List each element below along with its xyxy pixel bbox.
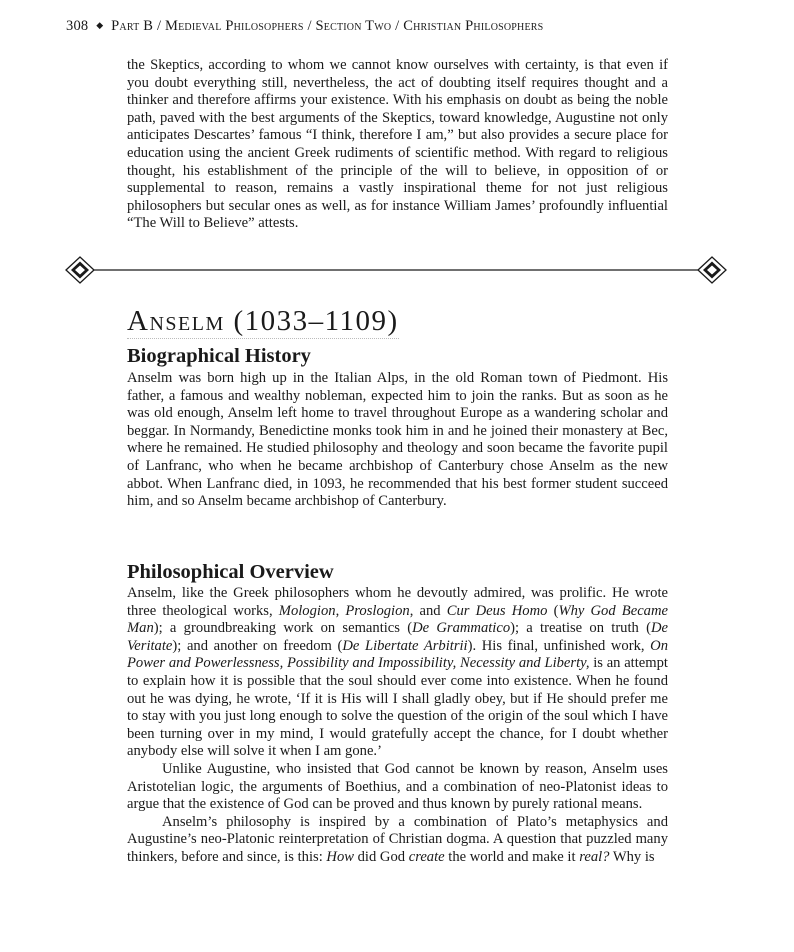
emphasis: create xyxy=(408,848,445,865)
work-title: Mologion xyxy=(278,602,336,619)
philosophical-overview-heading: Philosophical Overview xyxy=(127,561,334,583)
diamond-bullet-icon: ◆ xyxy=(96,20,104,30)
work-title: De Grammatico xyxy=(412,620,511,637)
intro-paragraph: the Skeptics, according to whom we cannot know ourselves with certainty, is that even if you doubt everything still, nevertheless, the act of doubting itself requires thought and a thinker and therefore affirms your existence. With his emphasis on doubt as being the noble path, paved with the best arguments of the Skeptics, toward knowledge, Augustine not only anticipates Descartes’ famous “I think, therefore I am,” but also provides a secure place for education using the ancient Greek rudiments of scientific method. With regard to religious thought, his establishment of the principle of the will to believe, in opposition of or supplemental to reason, remains a vastly inspirational theme for not just religious philosophers but secular ones as well, as for instance William James’ profoundly influential “The Will to Believe” attests. xyxy=(127,57,668,232)
page-number: 308 xyxy=(66,18,89,34)
biography-block xyxy=(127,370,668,511)
emphasis: How xyxy=(326,848,354,865)
intro-paragraph-block xyxy=(127,57,668,233)
slash-separator: / xyxy=(395,18,400,34)
work-title: De Veritate xyxy=(127,620,668,654)
slash-separator: / xyxy=(156,18,162,34)
section-divider xyxy=(64,256,728,284)
work-title: Cur Deus Homo xyxy=(446,602,548,619)
work-title: De Libertate Arbitrii xyxy=(342,637,468,654)
biographical-history-heading: Biographical History xyxy=(127,345,311,367)
section-title-running: Christian Philosophers xyxy=(403,18,544,34)
biography-paragraph: Anselm was born high up in the Italian Alps, in the old Roman town of Piedmont. His father, a famous and wealthy nobleman, expected him to join the ranks. But as soon as he was old enough, Anselm left home to travel throughout Europe as a wandering scholar and beggar. In Normandy, Benedictine monks took him in and he joined their monastery at Bec, where he remained. He studied philosophy and theology and soon became the favorite pupil of Lanfranc, who when he became archbishop of Canterbury chose Anselm as the new abbot. When Lanfranc died, in 1093, he recommended that his best former student succeed him, and so Anselm became archbishop of Canterbury. xyxy=(127,370,668,510)
overview-block xyxy=(127,585,668,867)
diamond-ornament-icon xyxy=(66,257,94,283)
slash-separator: / xyxy=(307,18,312,34)
title-underline xyxy=(127,338,399,339)
overview-paragraph-3: Anselm’s philosophy is inspired by a combination of Plato’s metaphysics and Augustine’s neo-Platonic reinterpretation of Christian dogma. A question that puzzled many thinkers, before and since, is this: How did God create the world and make it real? Why is xyxy=(127,813,668,865)
work-title: On Power and Powerlessness, Possibility and Impossibility, Necessity and Liberty, xyxy=(127,637,668,672)
part-label: Part B xyxy=(111,18,154,34)
overview-paragraph-2: Unlike Augustine, who insisted that God cannot be known by reason, Anselm uses Aristotelian logic, the arguments of Boethius, and a combination of neo-Platonist ideas to argue that the existence of God can be proved and thus known by purely rational means. xyxy=(127,760,668,813)
section-title-text: Anselm (1033–1109) xyxy=(127,305,399,337)
running-head xyxy=(66,18,543,35)
diamond-ornament-icon xyxy=(698,257,726,283)
section-label: Section Two xyxy=(315,18,392,34)
part-title: Medieval Philosophers xyxy=(165,18,304,34)
section-title xyxy=(127,304,399,338)
overview-paragraph-1: Anselm, like the Greek philosophers whom he devoutly admired, was prolific. He wrote three theological works, Mologion, Proslogion, and Cur Deus Homo (Why God Became Man); a groundbreaking work on semantics (De Grammatico); a treatise on truth (De Veritate); and another on freedom (De Libertate Arbitrii). His final, unfinished work, On Power and Powerlessness, Possibility and Impossibility, Necessity and Liberty, is an attempt to explain how it is possible that the soul should ever come into existence. When he found out he was dying, he wrote, ‘If it is His will I shall gladly obey, but if He should prefer me to stay with you just long enough to solve the question of the origin of the soul which I have been turning over in my mind, I would gratefully accept the chance, for I doubt whether anybody else will solve it when I am gone.’ xyxy=(127,585,668,760)
work-title: Why God Became Man xyxy=(127,602,668,637)
work-title: Proslogion xyxy=(345,602,410,619)
emphasis: real? xyxy=(579,848,610,865)
